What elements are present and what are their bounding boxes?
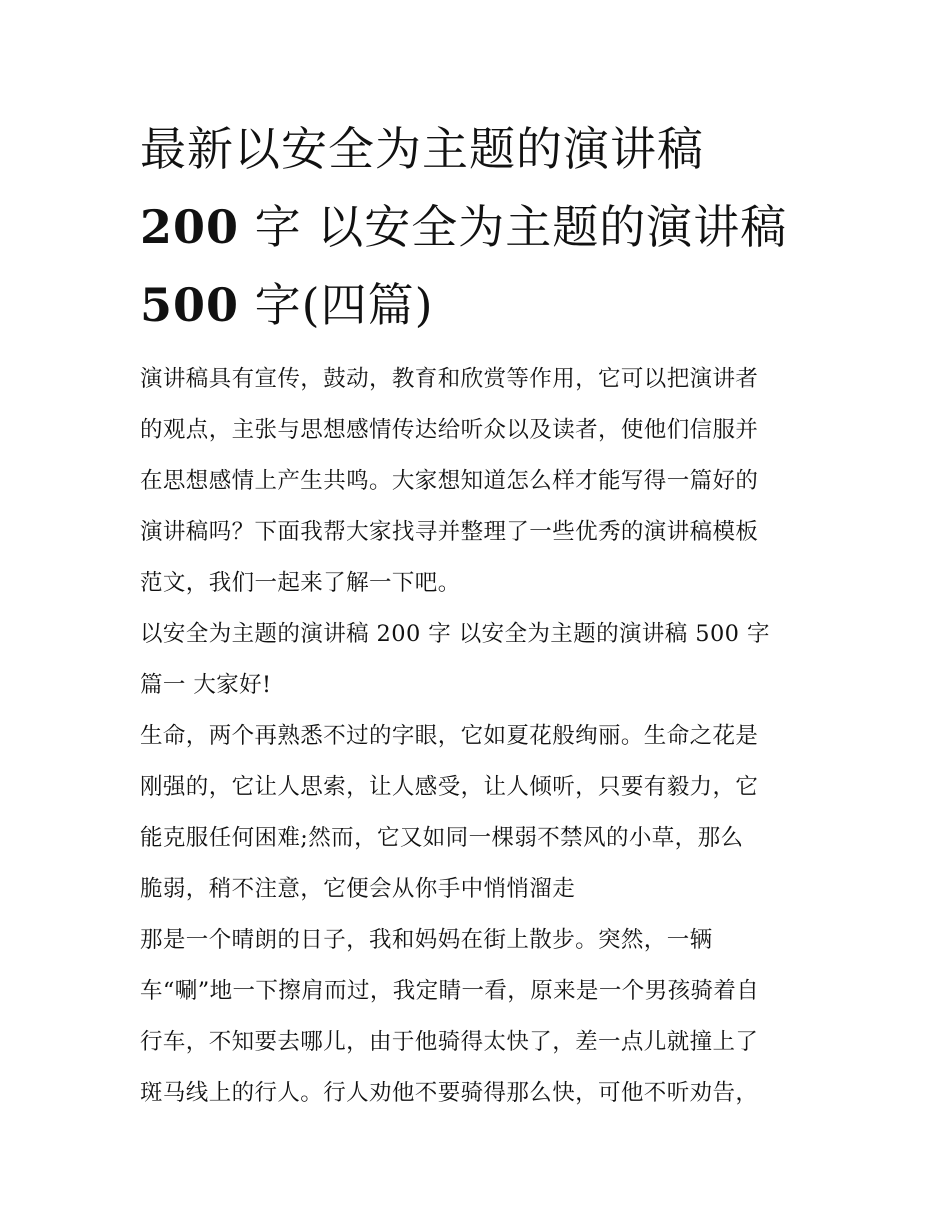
- body-line: 行车，不知要去哪儿，由于他骑得太快了，差一点儿就撞上了: [140, 1029, 759, 1055]
- title-line-3-number: 500: [140, 278, 240, 332]
- title-line-2-number: 200: [140, 200, 240, 254]
- body-line: 演讲稿吗？下面我帮大家找寻并整理了一些优秀的演讲稿模板: [140, 519, 759, 545]
- body-line: 范文，我们一起来了解一下吧。: [140, 570, 461, 596]
- section-label-line: 篇一 大家好!: [140, 672, 272, 698]
- body-line: 那是一个晴朗的日子，我和妈妈在街上散步。突然，一辆: [140, 927, 713, 953]
- body-line: 脆弱，稍不注意，它便会从你手中悄悄溜走: [140, 876, 576, 902]
- body-line: 能克服任何困难;然而，它又如同一棵弱不禁风的小草，那么: [140, 825, 744, 851]
- title-line-1: [140, 115, 820, 193]
- document-body: [140, 354, 820, 1119]
- body-line: 斑马线上的行人。行人劝他不要骑得那么快，可他不听劝告，: [140, 1080, 759, 1106]
- body-line: 的观点，主张与思想感情传达给听众以及读者，使他们信服并: [140, 417, 759, 443]
- title-line-2: [140, 193, 820, 271]
- body-line: 演讲稿具有宣传，鼓动，教育和欣赏等作用，它可以把演讲者: [140, 366, 759, 392]
- title-line-3-text: 字(四篇): [239, 278, 434, 332]
- section-heading-line: 以安全为主题的演讲稿 200 字 以安全为主题的演讲稿 500 字: [140, 621, 770, 647]
- document-title: [140, 115, 820, 349]
- body-line: 在思想感情上产生共鸣。大家想知道怎么样才能写得一篇好的: [140, 468, 759, 494]
- title-line-1-text: 最新以安全为主题的演讲稿: [140, 122, 704, 176]
- body-line: 生命，两个再熟悉不过的字眼，它如夏花般绚丽。生命之花是: [140, 723, 759, 749]
- title-line-3: [140, 271, 820, 349]
- body-line: 车“唰”地一下擦肩而过，我定睛一看，原来是一个男孩骑着自: [140, 978, 760, 1004]
- body-line: 刚强的，它让人思索，让人感受，让人倾听，只要有毅力，它: [140, 774, 759, 800]
- title-line-2-text: 字 以安全为主题的演讲稿: [239, 200, 788, 254]
